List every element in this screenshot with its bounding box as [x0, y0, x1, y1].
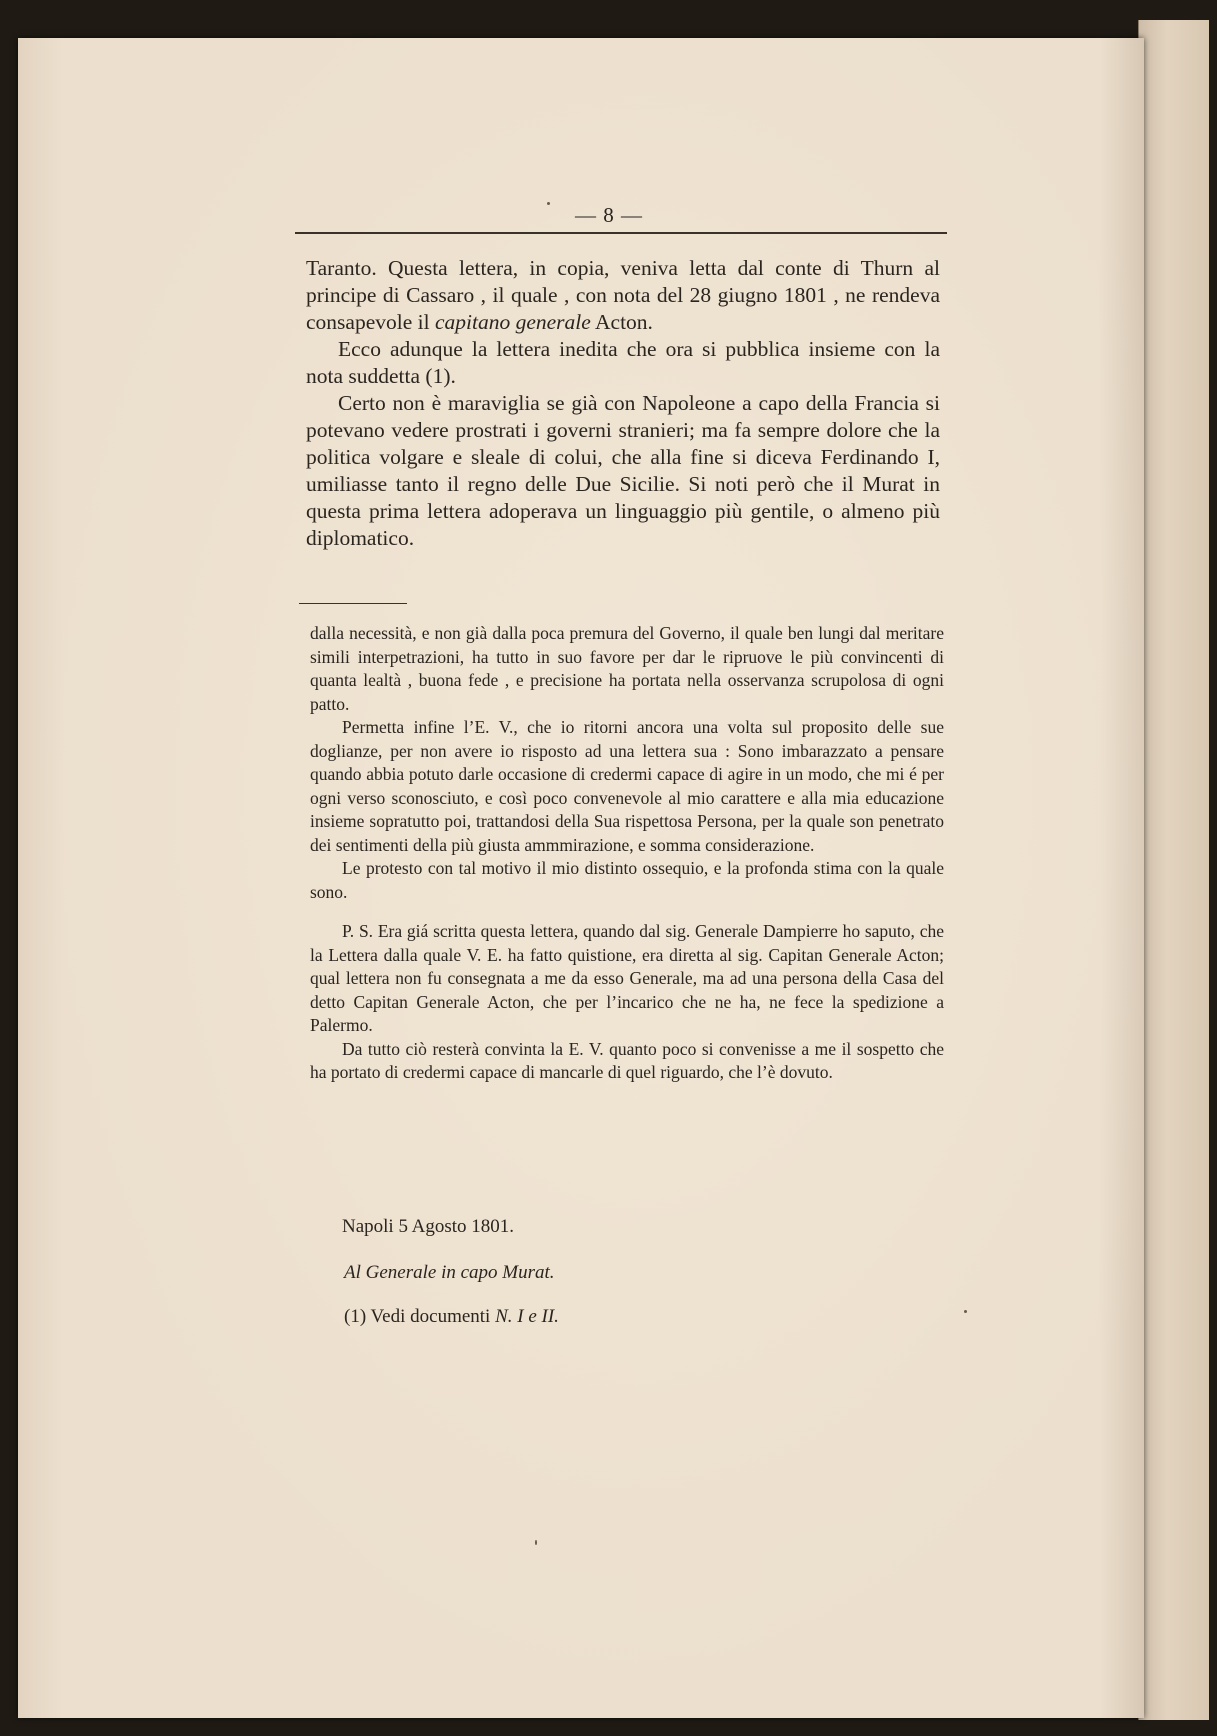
letter-paragraph-1: dalla necessità, e non già dalla poca premura del Governo, il quale ben lungi dal meritare simili interpetrazioni, ha tutto in suo favore per dar le ripruove le più convincenti di quanta lealtà , buona fede , e precisione ha portata nella osservanza scrupolosa di ogni patto.: [310, 623, 944, 714]
letter-text: [310, 622, 944, 1085]
main-paragraph-1: Taranto. Questa lettera, in copia, veniva letta dal conte di Thurn al principe di Cassaro , il quale , con nota del 28 giugno 1801 , ne rendeva consapevole il capitano generale Acton.: [306, 256, 940, 334]
page-number: — 8 —: [575, 203, 643, 227]
paper-speck: [964, 1310, 967, 1313]
main-paragraph-3: Certo non è maraviglia se già con Napoleone a capo della Francia si potevano vedere prostrati i governi stranieri; ma fa sempre dolore che la politica volgare e sleale di colui, che alla fine si diceva Ferdinando I, umiliasse tanto il regno delle Due Sicilie. Si noti però che il Murat in questa prima lettera adoperava un linguaggio più gentile, o almeno più diplomatico.: [306, 391, 940, 550]
addressee: Al Generale in capo Murat.: [344, 1262, 555, 1283]
underlying-page-edge: [1138, 20, 1209, 1720]
reference-footnote: (1) Vedi documenti N. I e II.: [344, 1306, 559, 1327]
main-text: [306, 255, 940, 552]
date-line: Napoli 5 Agosto 1801.: [342, 1216, 515, 1237]
paper-speck: [535, 1540, 537, 1545]
footnote-rule: [299, 603, 407, 604]
letter-paragraph-3: Le protesto con tal motivo il mio distinto ossequio, e la profonda stima con la quale sono.: [310, 858, 944, 902]
letter-paragraph-2: Permetta infine l’E. V., che io ritorni ancora una volta sul proposito delle sue doglianze, per non avere io risposto ad una lettera sua : Sono imbarazzato a pensare quando abbia potuto darle occasione di credermi capace di agire in un modo, che mi é per ogni verso sconosciuto, e così poco convenevole al mio carattere e alla mia educazione insieme sopratutto poi, trattandosi della Sua rispettosa Persona, per la quale son penetrato dei sentimenti della più giusta ammmirazione, e somma considerazione.: [310, 717, 944, 855]
paper-speck: [547, 202, 550, 205]
postscript-paragraph-2: Da tutto ciò resterà convinta la E. V. quanto poco si convenisse a me il sospetto che ha portato di credermi capace di mancarle di quel riguardo, che l’è dovuto.: [310, 1038, 944, 1082]
main-paragraph-2: Ecco adunque la lettera inedita che ora si pubblica insieme con la nota suddetta (1).: [306, 337, 940, 388]
header-rule: [295, 232, 947, 234]
postscript-paragraph-1: P. S. Era giá scritta questa lettera, quando dal sig. Generale Dampierre ho saputo, che la Lettera dalla quale V. E. ha fatto quistione, era diretta al sig. Capitan Generale Acton; qual lettera non fu consegnata a me da esso Generale, ma ad una persona della Casa del detto Capitan Generale Acton, che per l’incarico che ne ha, ne fece la spedizione a Palermo.: [310, 921, 944, 1035]
